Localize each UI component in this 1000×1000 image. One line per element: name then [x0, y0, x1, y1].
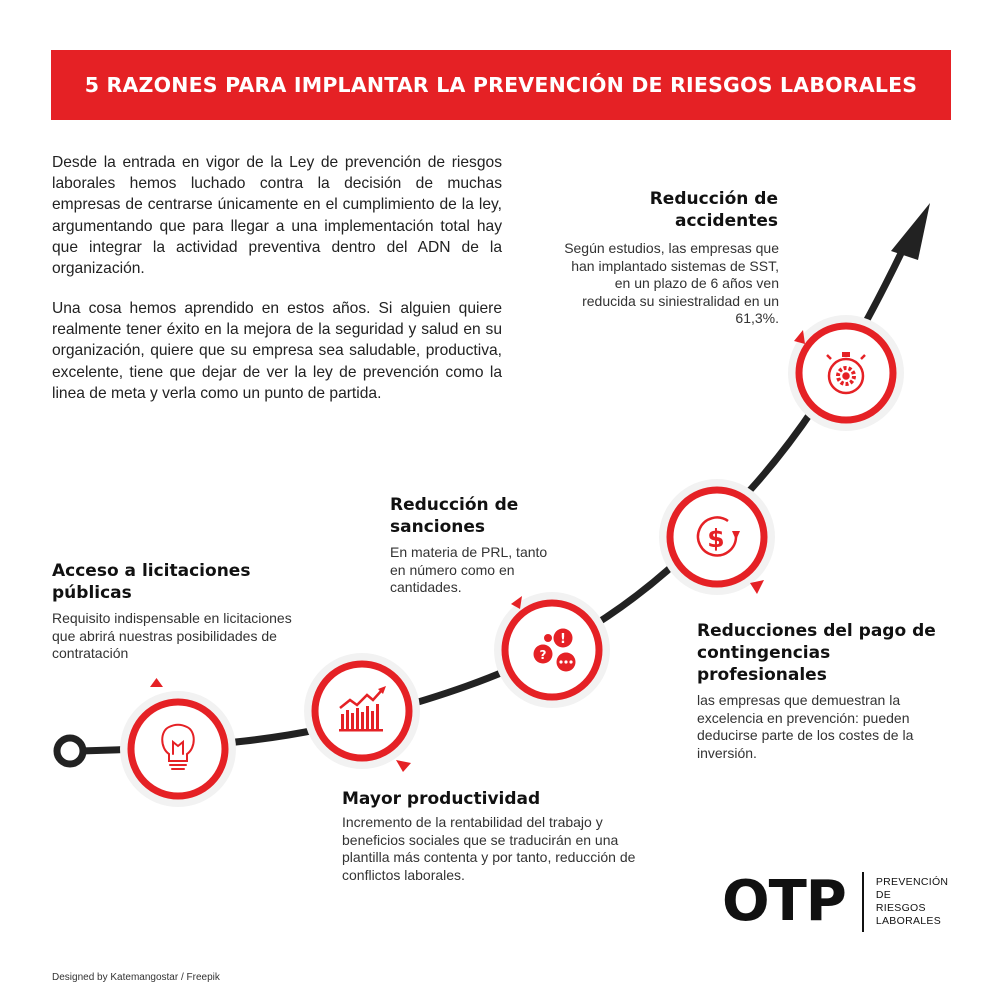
reason-2-description: Incremento de la rentabilidad del trabajo y beneficios sociales que se traducirán en una plantilla más contenta y por tanto, reducción de conflictos laborales.	[342, 814, 636, 883]
logo-tagline: PREVENCIÓN DE RIESGOS LABORALES	[875, 876, 949, 927]
reason-2-title: Mayor productividad	[342, 789, 541, 809]
otp-logo	[722, 869, 949, 934]
reason-1-circle	[120, 678, 236, 807]
logo-divider	[862, 872, 864, 932]
reason-1-description: Requisito indispensable en licitaciones que abrirá nuestras posibilidades de contratación	[52, 610, 292, 661]
intro-paragraph-1: Desde la entrada en vigor de la Ley de prevención de riesgos laborales hemos luchado contra la decisión de muchas empresas de centrarse únicamente en el cumplimiento de la ley, argumentando que para llegar a una implementación total hay que integrar la actividad preventiva dentro del ADN de la organización.	[52, 154, 502, 278]
logo-mark: OTP	[722, 869, 846, 934]
reason-4-description: las empresas que demuestran la excelencia en prevención: pueden deducirse parte de los costes de la inversión.	[697, 692, 914, 761]
reason-4-title: Reducciones del pago de contingencias profesionales	[697, 621, 936, 685]
svg-text:?: ?	[539, 648, 547, 662]
reason-3-circle	[494, 592, 610, 708]
design-credit: Designed by Katemangostar / Freepik	[52, 972, 220, 983]
page-title: 5 RAZONES PARA IMPLANTAR LA PREVENCIÓN DE RIESGOS LABORALES	[84, 73, 918, 97]
svg-text:!: !	[560, 632, 566, 647]
reason-5-title: Reducción de accidentes	[649, 189, 778, 231]
arrow-head	[891, 203, 930, 260]
start-node	[57, 738, 83, 764]
reason-5-description: Según estudios, las empresas que han implantado sistemas de SST, en un plazo de 6 años ven reducida su siniestralidad en un 61,3%.	[564, 240, 779, 326]
intro-paragraph-2: Una cosa hemos aprendido en estos años. Si alguien quiere realmente tener éxito en la mejora de la seguridad y salud en su organización, quiere que su empresa sea saludable, productiva, excelente, tiene que dejar de ver la ley de prevención como la linea de meta y verla como un punto de partida.	[52, 300, 502, 402]
reason-3-title: Reducción de sanciones	[390, 495, 519, 537]
reason-3-description: En materia de PRL, tanto en número como en cantidades.	[390, 544, 548, 595]
svg-text:$: $	[707, 524, 725, 553]
reason-1-title: Acceso a licitaciones públicas	[52, 561, 251, 603]
